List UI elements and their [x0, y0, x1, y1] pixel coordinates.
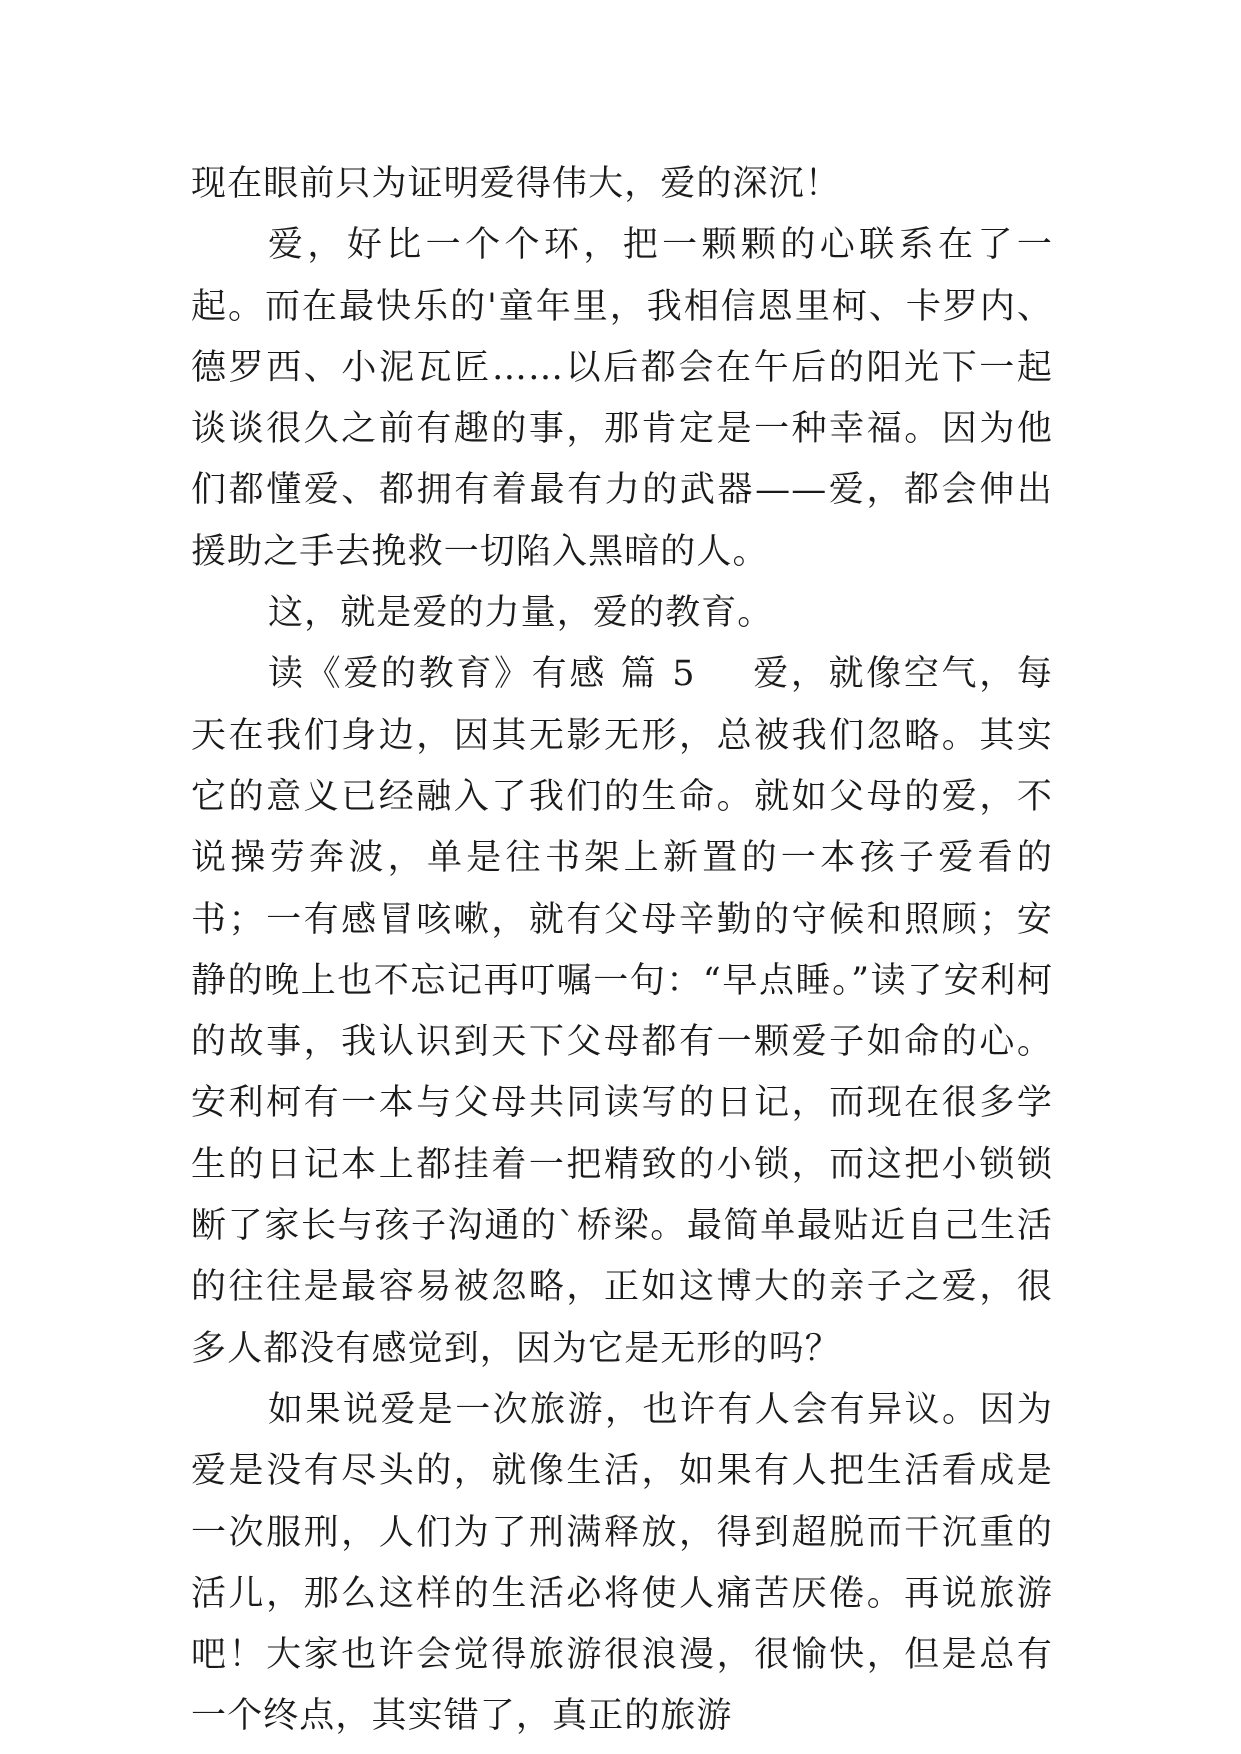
paragraph-body: 爱，就像空气，每天在我们身边，因其无影无形，总被我们忽略。其实它的意义已经融入了我们的生命。就如父母的爱，不说操劳奔波，单是往书架上新置的一本孩子爱看的书；一有感冒咳嗽，就有父母辛勤的守候和照顾；安静的晚上也不忘记再叮嘱一句：“早点睡。”读了安利柯的故事，我认识到天下父母都有一颗爱子如命的心。安利柯有一本与父母共同读写的日记，而现在很多学生的日记本上都挂着一把精致的小锁，而这把小锁锁断了家长与孩子沟通的`桥梁。最简单最贴近自己生活的往往是最容易被忽略，正如这博大的亲子之爱，很多人都没有感觉到，因为它是无形的吗？ — [191, 654, 1053, 1369]
paragraph: 爱，好比一个个环，把一颗颗的心联系在了一起。而在最快乐的'童年里，我相信恩里柯、卡罗内、德罗西、小泥瓦匠……以后都会在午后的阳光下一起谈谈很久之前有趣的事，那肯定是一种幸福。因为他们都懂爱、都拥有着最有力的武器——爱，都会伸出援助之手去挽救一切陷入黑暗的人。 — [191, 225, 1053, 572]
paragraph: 现在眼前只为证明爱得伟大，爱的深沉！ — [191, 164, 841, 204]
paragraph: 这，就是爱的力量，爱的教育。 — [268, 593, 774, 634]
paragraph: 如果说爱是一次旅游，也许有人会有异议。因为爱是没有尽头的，就像生活，如果有人把生活看成是一次服刑，人们为了刑满释放，得到超脱而干沉重的活儿，那么这样的生活必将使人痛苦厌倦。再说旅游吧！大家也许会觉得旅游很浪漫，很愉快，但是总有一个终点，其实错了，真正的旅游 — [191, 1389, 1053, 1737]
document-body — [191, 154, 1053, 1748]
section-heading: 读《爱的教育》有感 篇 5 — [268, 654, 696, 695]
paragraph-with-heading — [191, 644, 1053, 1380]
